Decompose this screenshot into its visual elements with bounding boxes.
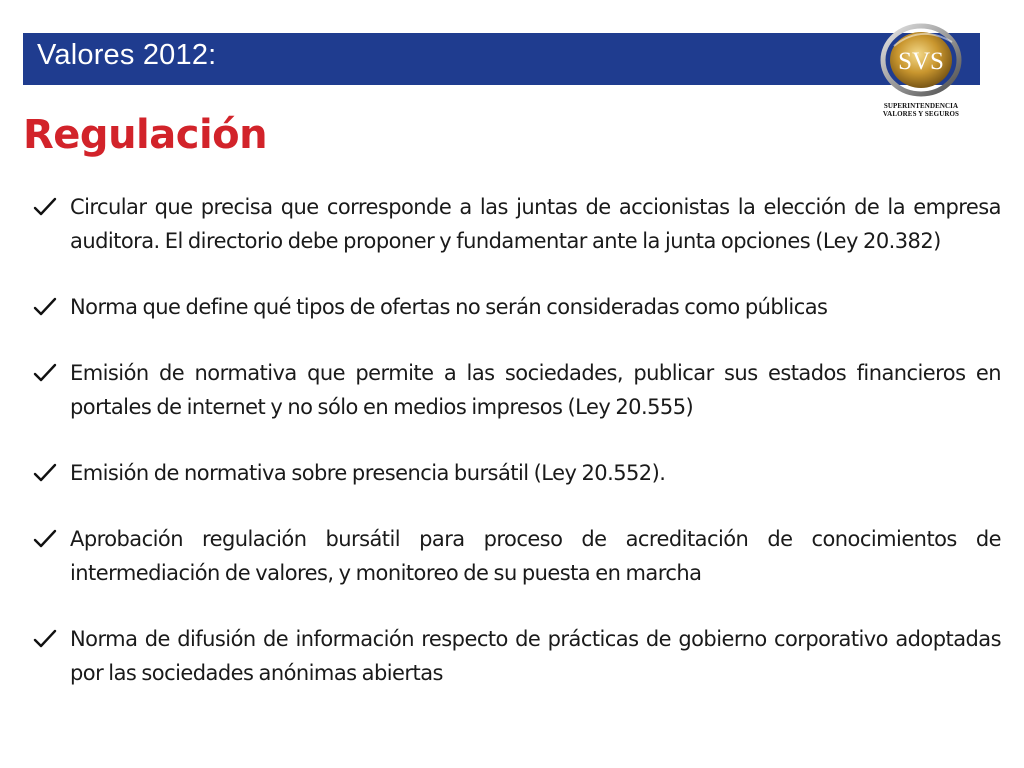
- bullet-list: [33, 190, 1001, 690]
- checkmark-icon: [33, 462, 57, 484]
- bullet-item: [33, 456, 1001, 490]
- bullet-item: [33, 290, 1001, 324]
- bullet-item: [33, 622, 1001, 690]
- svs-logo: [876, 16, 966, 122]
- checkmark-icon: [33, 628, 57, 650]
- page-title: Regulación: [23, 112, 268, 158]
- checkmark-icon: [33, 296, 57, 318]
- checkmark-icon: [33, 362, 57, 384]
- bullet-text: Emisión de normativa sobre presencia bursátil (Ley 20.552).: [70, 461, 666, 485]
- logo-caption-line1: SUPERINTENDENCIA: [883, 102, 959, 110]
- bullet-item: [33, 522, 1001, 590]
- bullet-text: Norma que define qué tipos de ofertas no serán consideradas como públicas: [70, 295, 828, 319]
- logo-caption-line2: VALORES Y SEGUROS: [882, 110, 960, 118]
- checkmark-icon: [33, 528, 57, 550]
- bullet-text: Emisión de normativa que permite a las sociedades, publicar sus estados financieros en portales de internet y no sólo en medios impresos (Ley 20.555): [70, 361, 1001, 419]
- header-bar: [23, 33, 980, 85]
- bullet-text: Norma de difusión de información respecto de prácticas de gobierno corporativo adoptadas por las sociedades anónimas abiertas: [70, 627, 1001, 685]
- bullet-text: Circular que precisa que corresponde a las juntas de accionistas la elección de la empresa auditora. El directorio debe proponer y fundamentar ante la junta opciones (Ley 20.382): [70, 195, 1001, 253]
- bullet-item: [33, 356, 1001, 424]
- bullet-text: Aprobación regulación bursátil para proceso de acreditación de conocimientos de intermediación de valores, y monitoreo de su puesta en marcha: [70, 527, 1001, 585]
- logo-caption: [876, 102, 966, 118]
- svs-logo-mark-icon: [876, 16, 966, 102]
- header-title: Valores 2012:: [37, 39, 217, 71]
- logo-mark-text: SVS: [898, 48, 944, 75]
- bullet-item: [33, 190, 1001, 258]
- checkmark-icon: [33, 196, 57, 218]
